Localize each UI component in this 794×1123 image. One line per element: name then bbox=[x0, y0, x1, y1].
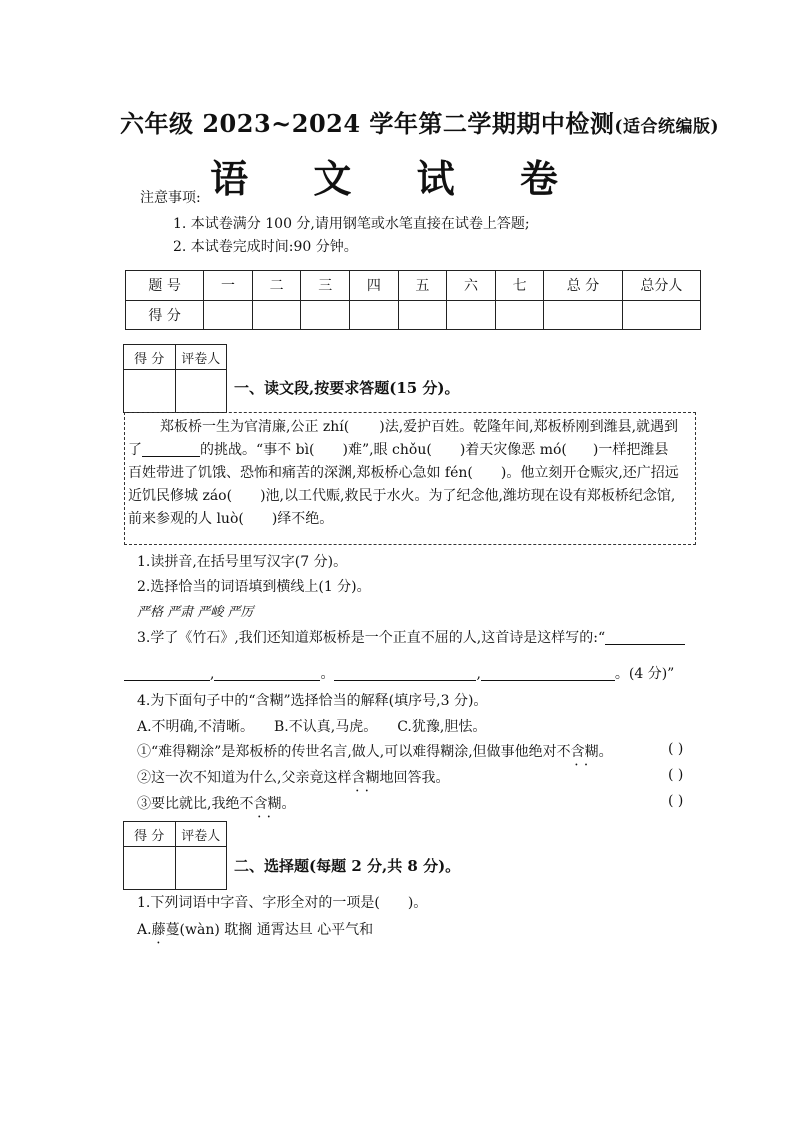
sentence-item-3 bbox=[137, 793, 295, 813]
passage-line-2 bbox=[128, 439, 694, 462]
poem-blank[interactable] bbox=[214, 666, 320, 681]
keyword-hanhu: 含糊 • • bbox=[253, 796, 281, 812]
score-cell[interactable] bbox=[398, 300, 447, 330]
grader-name-cell[interactable] bbox=[175, 847, 227, 890]
question-1-3 bbox=[137, 627, 685, 647]
punct: , bbox=[210, 666, 215, 682]
passage-line-1 bbox=[128, 416, 694, 439]
sentence-text: 地回答我。 bbox=[379, 770, 450, 786]
word-options: 严格 严肃 严峻 严厉 bbox=[137, 605, 254, 620]
sentence-text: ②这一次不知道为什么,父亲竟这样 bbox=[137, 770, 352, 786]
exam-title-text: 六年级 2023~2024 学年第二学期期中检测 bbox=[120, 109, 615, 138]
definition-option-a: A.不明确,不清晰。 bbox=[137, 719, 255, 735]
score-table-score-row bbox=[126, 300, 701, 330]
score-cell[interactable] bbox=[622, 300, 700, 330]
passage-text: 郑板桥一生为官清廉,公正 zhí( bbox=[160, 419, 350, 435]
score-table-cell: 二 bbox=[252, 271, 301, 301]
note-item-2: 2. 本试卷完成时间:90 分钟。 bbox=[173, 239, 358, 255]
sentence-text: ③要比就比,我绝不 bbox=[137, 796, 254, 812]
note-item-1: 1. 本试卷满分 100 分,请用钢笔或水笔直接在试卷上答题; bbox=[173, 216, 530, 232]
grader-score-label: 得 分 bbox=[124, 345, 176, 370]
question-1-1: 1.读拼音,在括号里写汉字(7 分)。 bbox=[137, 554, 348, 570]
question-1-4: 4.为下面句子中的“含糊”选择恰当的解释(填序号,3 分)。 bbox=[137, 693, 488, 709]
score-cell[interactable] bbox=[350, 300, 399, 330]
keyword-hanhu: 含糊 • • bbox=[571, 744, 599, 760]
sentence-text: ①“难得糊涂”是郑板桥的传世名言,做人,可以难得糊涂,但做事他绝对不 bbox=[137, 744, 571, 760]
score-cell[interactable] bbox=[252, 300, 301, 330]
question-2-1 bbox=[137, 892, 427, 912]
grader-name-cell[interactable] bbox=[175, 370, 227, 413]
poem-blank[interactable] bbox=[334, 666, 476, 681]
score-table-cell: 题 号 bbox=[126, 271, 204, 301]
punct: 。 bbox=[320, 666, 335, 682]
question-1-3-text: 3.学了《竹石》,我们还知道郑板桥是一个正直不屈的人,这首诗是这样写的:“ bbox=[137, 630, 606, 646]
punct: , bbox=[476, 666, 481, 682]
answer-paren[interactable]: ( ) bbox=[668, 767, 684, 783]
section1-heading: 一、读文段,按要求答题(15 分)。 bbox=[234, 379, 460, 397]
passage-text: 的挑战。“事不 bì( bbox=[200, 442, 315, 458]
poem-score-note: 。(4 分)” bbox=[614, 666, 675, 682]
passage-text: )难”,眼 chǒu( bbox=[342, 442, 432, 458]
score-cell[interactable] bbox=[301, 300, 350, 330]
option-text: 蔓(wàn) 耽搁 通霄达旦 心平气和 bbox=[165, 922, 374, 938]
score-cell[interactable] bbox=[204, 300, 253, 330]
notes-heading: 注意事项: bbox=[140, 190, 201, 206]
grader-score-cell[interactable] bbox=[124, 370, 176, 413]
score-cell[interactable] bbox=[495, 300, 544, 330]
score-table-cell: 一 bbox=[204, 271, 253, 301]
passage-text: 近饥民修城 záo( bbox=[128, 488, 233, 504]
sentence-text: 。 bbox=[281, 796, 296, 812]
score-cell[interactable] bbox=[544, 300, 622, 330]
poem-blank[interactable] bbox=[605, 630, 685, 645]
passage-text: 了 bbox=[128, 442, 142, 458]
dotted-char: 藤 bbox=[151, 922, 166, 938]
answer-paren[interactable]: ( ) bbox=[668, 741, 684, 757]
grader-box-1 bbox=[123, 344, 227, 413]
sentence-item-2 bbox=[137, 767, 449, 787]
grader-name-label: 评卷人 bbox=[175, 822, 227, 847]
passage-line-5 bbox=[128, 508, 694, 531]
score-table-cell: 总分人 bbox=[622, 271, 700, 301]
exam-title bbox=[120, 104, 720, 139]
poem-answer-line bbox=[124, 663, 674, 683]
score-cell[interactable] bbox=[447, 300, 496, 330]
keyword-hanhu: 含糊 • • bbox=[351, 770, 379, 786]
answer-paren[interactable]: ( ) bbox=[668, 793, 684, 809]
passage-text: )一样把潍县 bbox=[592, 442, 669, 458]
poem-blank[interactable] bbox=[124, 666, 210, 681]
definition-option-c: C.犹豫,胆怯。 bbox=[397, 719, 487, 735]
passage-text: 前来参观的人 luò( bbox=[128, 511, 244, 527]
score-row-label: 得 分 bbox=[126, 300, 204, 330]
question-1-2: 2.选择恰当的词语填到横线上(1 分)。 bbox=[137, 579, 371, 595]
passage-text: )。他立刻开仓赈灾,还广招远 bbox=[500, 465, 679, 481]
definition-option-b: B.不认真,马虎。 bbox=[274, 719, 378, 735]
grader-score-label: 得 分 bbox=[124, 822, 176, 847]
passage-text: 百姓带进了饥饿、恐怖和痛苦的深渊,郑板桥心急如 fén( bbox=[128, 465, 473, 481]
question-2-1-text: 1.下列词语中字音、字形全对的一项是( bbox=[137, 895, 380, 911]
sentence-text: 。 bbox=[598, 744, 613, 760]
passage-text: )着天灾像恶 mó( bbox=[459, 442, 567, 458]
edition-note: (适合统编版) bbox=[614, 117, 720, 137]
option-a bbox=[137, 919, 373, 939]
passage-line-4 bbox=[128, 485, 694, 508]
score-table-cell: 五 bbox=[398, 271, 447, 301]
score-table-cell: 七 bbox=[495, 271, 544, 301]
question-2-1-end: )。 bbox=[407, 895, 428, 911]
score-table-cell: 六 bbox=[447, 271, 496, 301]
passage-text: )池,以工代赈,救民于水火。为了纪念他,潍坊现在设有郑板桥纪念馆, bbox=[260, 488, 676, 504]
sentence-item-1 bbox=[137, 741, 613, 761]
poem-blank[interactable] bbox=[481, 666, 615, 681]
grader-score-cell[interactable] bbox=[124, 847, 176, 890]
passage-line-3 bbox=[128, 462, 694, 485]
option-label: A. bbox=[137, 922, 152, 938]
definition-options bbox=[137, 716, 486, 736]
grader-box-2 bbox=[123, 821, 227, 890]
fill-blank-line[interactable] bbox=[142, 442, 200, 457]
passage-text: )绎不绝。 bbox=[271, 511, 334, 527]
passage-text: )法,爱护百姓。乾隆年间,郑板桥刚到潍县,就遇到 bbox=[379, 419, 679, 435]
section2-heading: 二、选择题(每题 2 分,共 8 分)。 bbox=[234, 857, 461, 875]
exam-subtitle: 语 文 试 卷 bbox=[210, 156, 584, 201]
score-table-cell: 四 bbox=[350, 271, 399, 301]
score-table-cell: 总 分 bbox=[544, 271, 622, 301]
score-table-header-row bbox=[126, 271, 701, 301]
grader-name-label: 评卷人 bbox=[175, 345, 227, 370]
score-table bbox=[125, 270, 701, 330]
score-table-cell: 三 bbox=[301, 271, 350, 301]
